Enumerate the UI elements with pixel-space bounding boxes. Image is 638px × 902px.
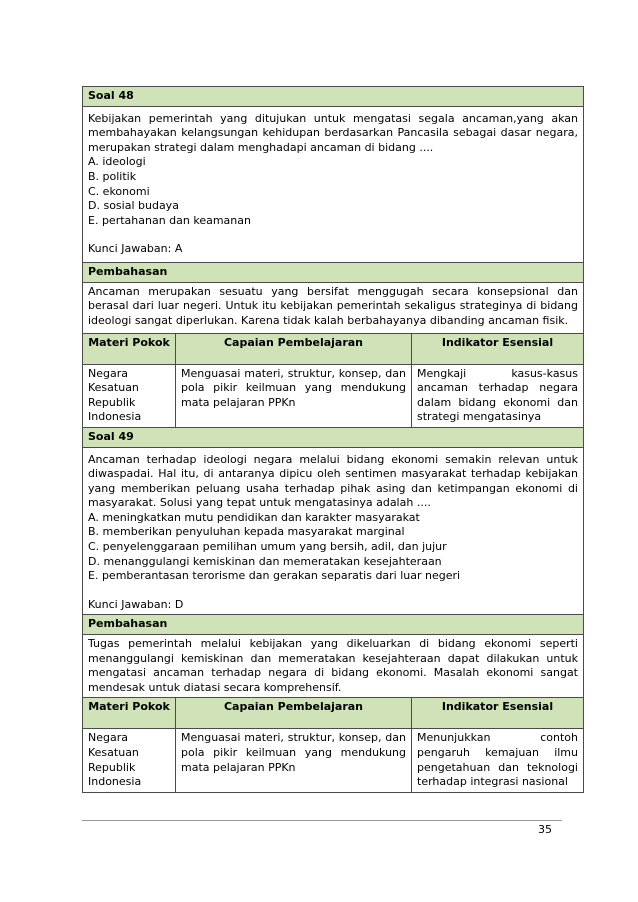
page-number: 35 xyxy=(538,823,552,836)
soal-49-answer-key: Kunci Jawaban: D xyxy=(88,597,184,611)
soal-48-pembahasan-text: Ancaman merupakan sesuatu yang bersifat menggugah secara konsepsional dan berasal dari luar negeri. Untuk itu kebijakan pemerintah sekaligus strateginya di bidang ideologi sangat diperlukan. Karena tidak kalah berbahayanya dibanding ancaman fisik. xyxy=(83,282,584,333)
soal-49-options xyxy=(88,511,578,584)
soal-49-question: Ancaman terhadap ideologi negara melalui bidang ekonomi semakin relevan untuk diwaspadai. Hal itu, di antaranya dipicu oleh sentimen masyarakat terhadap kebijakan yang memberikan peluang usaha terhadap pihak asing dan ketimpangan ekonomi di masyarakat. Solusi yang tepat untuk mengatasinya adalah .... xyxy=(88,452,578,510)
soal-48-header-indikator: Indikator Esensial xyxy=(412,333,584,364)
soal-48-body xyxy=(83,106,584,262)
footer-divider xyxy=(82,820,562,821)
soal-48-header-capaian: Capaian Pembelajaran xyxy=(176,333,412,364)
soal-48-materi-pokok: Negara Kesatuan Republik Indonesia xyxy=(83,364,176,427)
soal-48-option-e: E. pertahanan dan keamanan xyxy=(88,213,251,227)
soal-48-title: Soal 48 xyxy=(83,87,584,107)
soal-49-body xyxy=(83,447,584,615)
soal-49-pembahasan-text: Tugas pemerintah melalui kebijakan yang dikeluarkan di bidang ekonomi seperti menanggulangi kemiskinan dan memeratakan kesejahteraan dapat dilakukan untuk mengatasi ancaman terhadap negara di bidang ekonomi. Masalah ekonomi sangat mendesak untuk diatasi secara komprehensif. xyxy=(83,635,584,698)
soal-49-header-capaian: Capaian Pembelajaran xyxy=(176,698,412,729)
soal-48-option-c: C. ekonomi xyxy=(88,184,150,198)
soal-49-title: Soal 49 xyxy=(83,427,584,447)
soal-49-option-e: E. pemberantasan terorisme dan gerakan separatis dari luar negeri xyxy=(88,569,461,583)
soal-48-question: Kebijakan pemerintah yang ditujukan untuk mengatasi segala ancaman,yang akan membahayakan kelangsungan kehidupan berdasarkan Pancasila sebagai dasar negara, merupakan strategi dalam menghadapi ancaman di bidang .... xyxy=(88,111,578,154)
soal-48-option-a: A. ideologi xyxy=(88,155,146,169)
soal-49-option-b: B. memberikan penyuluhan kepada masyarakat marginal xyxy=(88,525,405,539)
soal-49-indikator: Menunjukkan contoh pengaruh kemajuan ilmu pengetahuan dan teknologi terhadap integrasi nasional xyxy=(412,729,584,792)
soal-48-table xyxy=(82,86,584,793)
soal-49-option-d: D. menanggulangi kemiskinan dan memeratakan kesejahteraan xyxy=(88,554,442,568)
soal-49-header-indikator: Indikator Esensial xyxy=(412,698,584,729)
soal-48-indikator: Mengkaji kasus-kasus ancaman terhadap negara dalam bidang ekonomi dan strategi mengatasinya xyxy=(412,364,584,427)
soal-48-options xyxy=(88,155,578,228)
soal-48-capaian: Menguasai materi, struktur, konsep, dan pola pikir keilmuan yang mendukung mata pelajaran PPKn xyxy=(176,364,412,427)
soal-49-pembahasan-title: Pembahasan xyxy=(83,615,584,635)
soal-48-option-b: B. politik xyxy=(88,169,137,183)
soal-49-capaian: Menguasai materi, struktur, konsep, dan pola pikir keilmuan yang mendukung mata pelajaran PPKn xyxy=(176,729,412,792)
soal-48-option-d: D. sosial budaya xyxy=(88,199,179,213)
soal-49-header-materi: Materi Pokok xyxy=(83,698,176,729)
soal-49-materi-pokok: Negara Kesatuan Republik Indonesia xyxy=(83,729,176,792)
soal-49-option-a: A. meningkatkan mutu pendidikan dan karakter masyarakat xyxy=(88,510,420,524)
question-sheet xyxy=(82,86,583,793)
soal-48-answer-key: Kunci Jawaban: A xyxy=(88,242,183,256)
soal-48-pembahasan-title: Pembahasan xyxy=(83,262,584,282)
soal-48-header-materi: Materi Pokok xyxy=(83,333,176,364)
soal-49-option-c: C. penyelenggaraan pemilihan umum yang bersih, adil, dan jujur xyxy=(88,540,447,554)
